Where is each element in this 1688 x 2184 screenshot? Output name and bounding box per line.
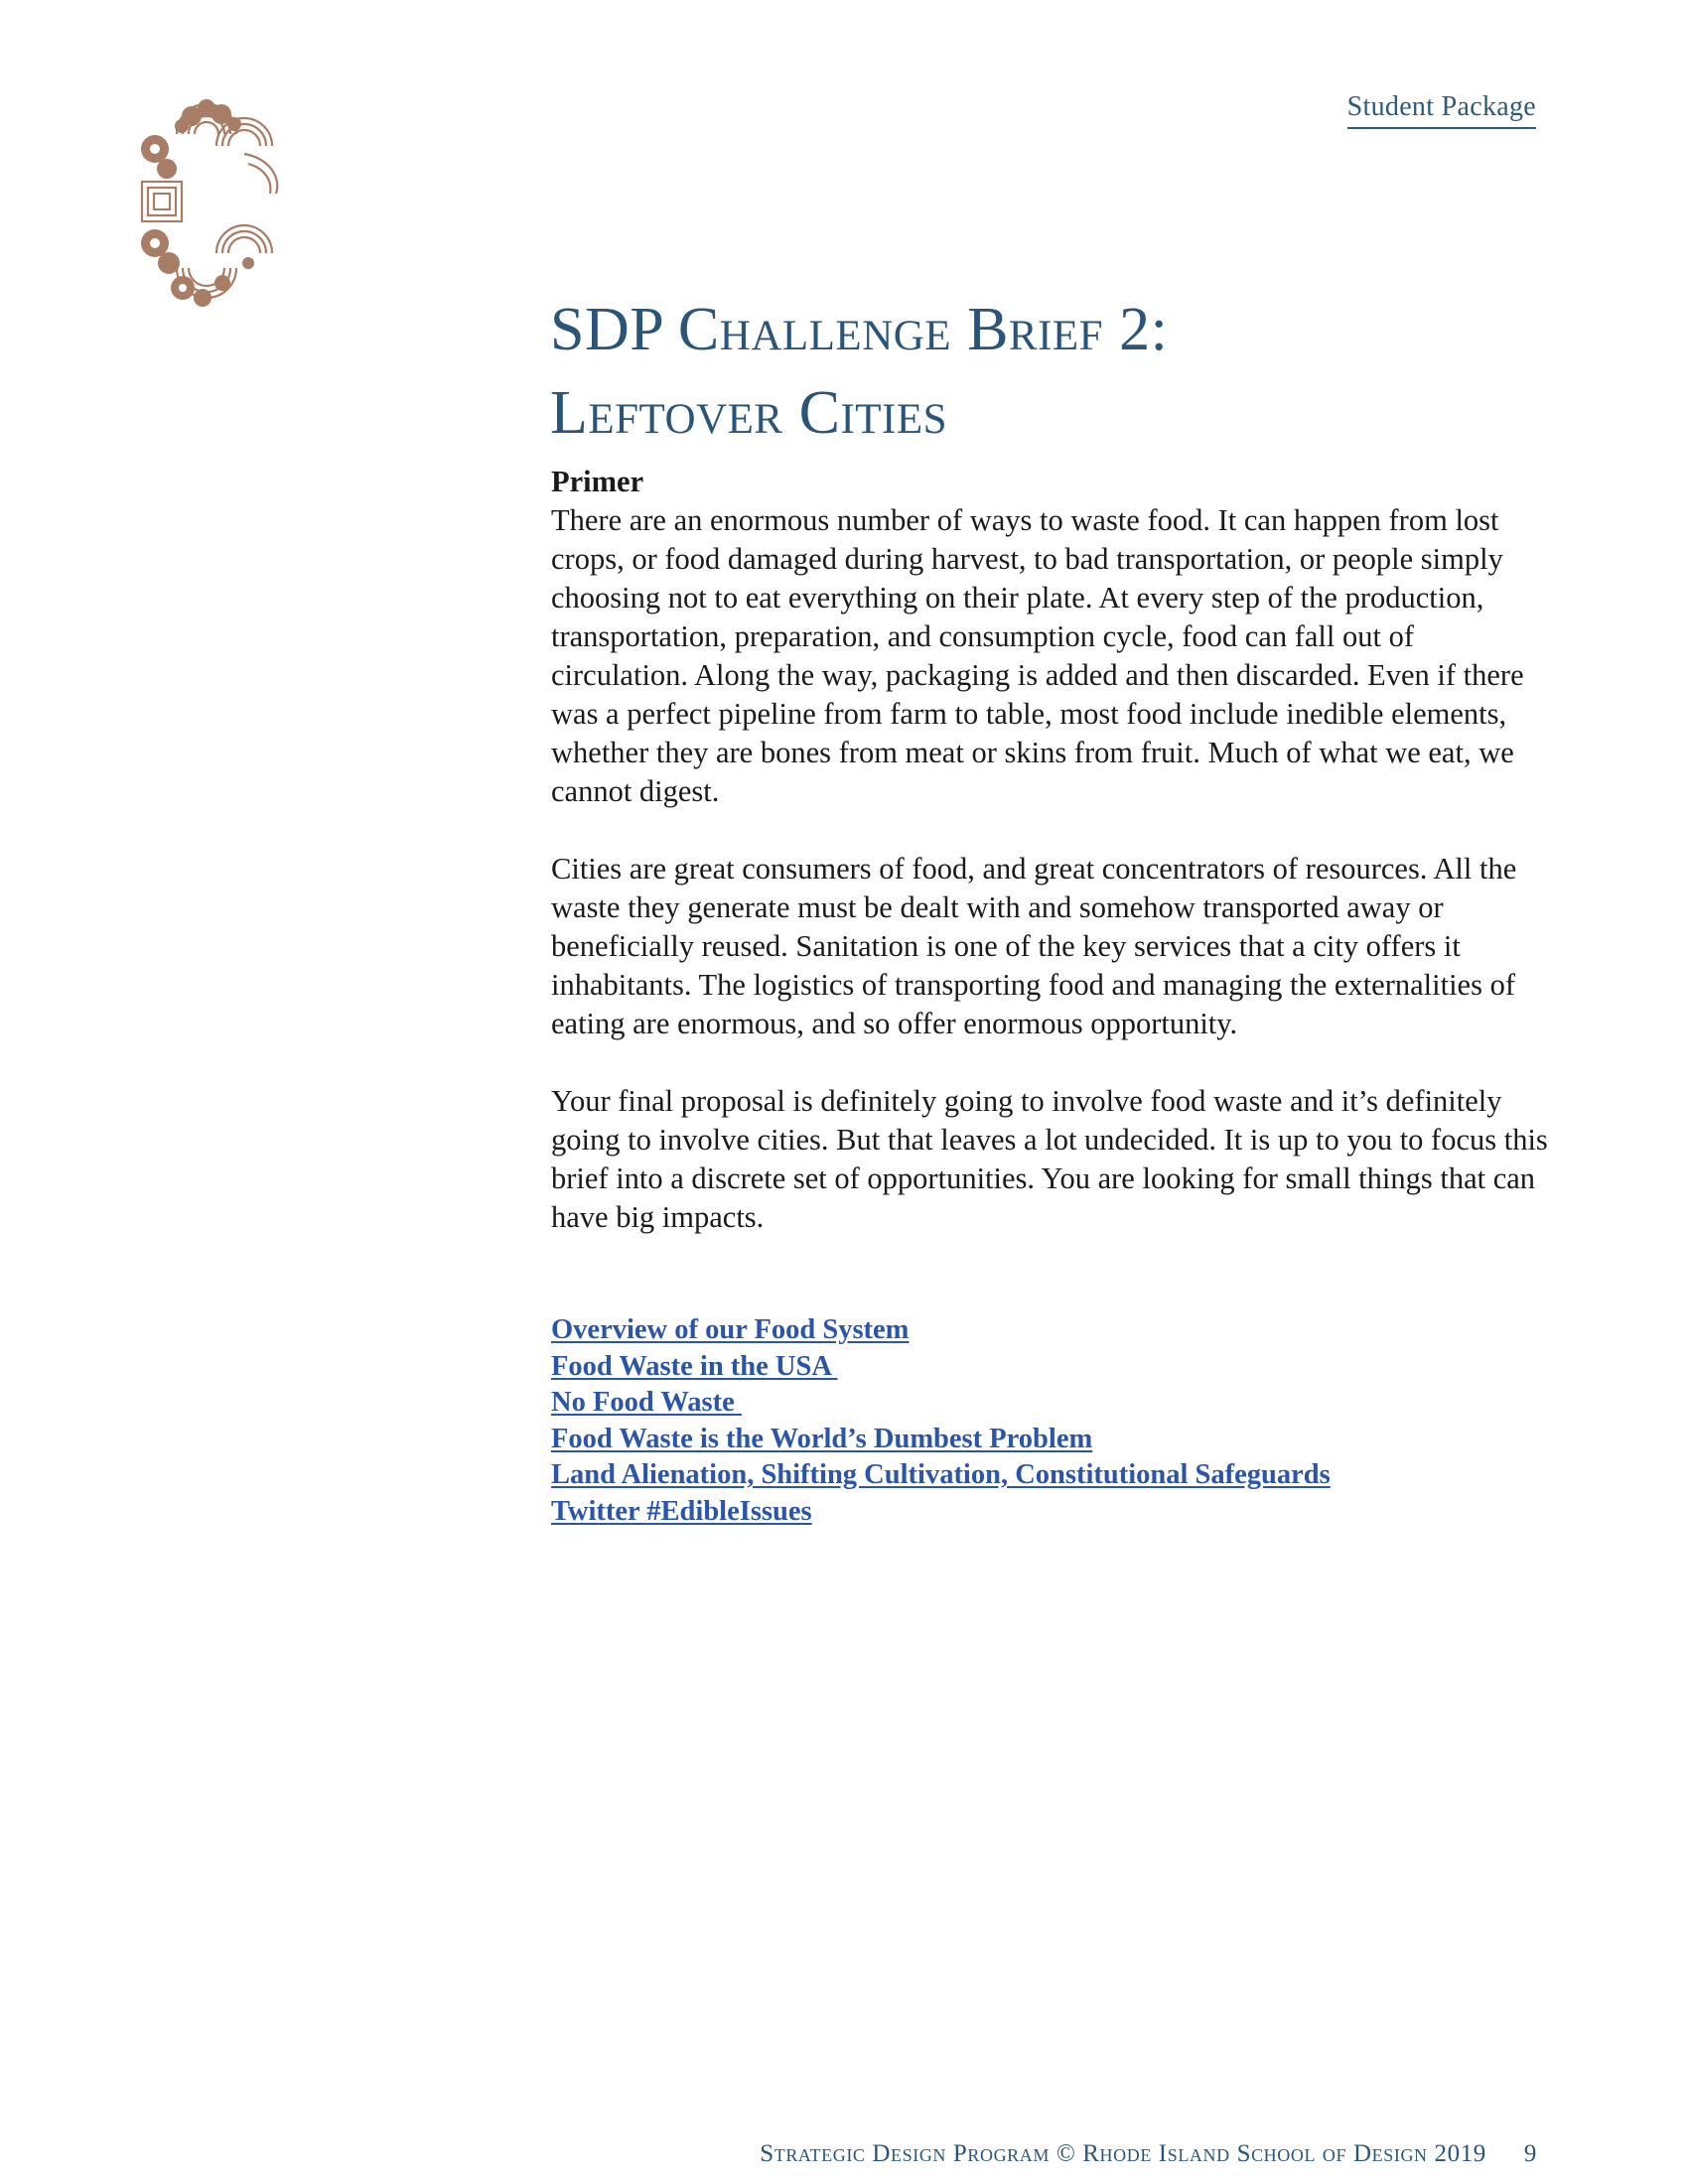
link-overview-food-system[interactable]: Overview of our Food System <box>551 1314 910 1345</box>
link-no-food-waste[interactable]: No Food Waste <box>551 1387 742 1418</box>
page-title <box>550 288 1543 455</box>
link-land-alienation[interactable]: Land Alienation, Shifting Cultivation, Constitutional Safeguards <box>551 1459 1331 1490</box>
primer-section <box>551 463 1554 1276</box>
page-title-line-2: Leftover Cities <box>550 379 948 447</box>
footer <box>760 2140 1537 2168</box>
footer-text: Strategic Design Program © Rhode Island School of Design 2019 <box>760 2140 1486 2167</box>
primer-paragraph-2: Cities are great consumers of food, and great concentrators of resources. All the waste they generate must be dealt with and somehow transported away or beneficially reused. Sanitation is one of the key services that a city offers it inhabitants. The logistics of transporting food and managing the externalities of eating are enormous, and so offer enormous opportunity. <box>551 852 1517 1040</box>
link-twitter-edible-issues[interactable]: Twitter #EdibleIssues <box>551 1495 812 1527</box>
link-dumbest-problem[interactable]: Food Waste is the World’s Dumbest Problem <box>551 1423 1093 1454</box>
primer-paragraph-1: There are an enormous number of ways to waste food. It can happen from lost crops, or food damaged during harvest, to bad transportation, or people simply choosing not to eat everything on their plate. At every step of the production, transportation, preparation, and consumption cycle, food can fall out of circulation. Along the way, packaging is added and then discarded. Even if there was a perfect pipeline from farm to table, most food include inedible elements, whether they are bones from meat or skins from fruit. Much of what we eat, we cannot digest. <box>551 503 1524 808</box>
leaf-and-gear-c-logo-icon <box>137 94 286 308</box>
link-food-waste-usa[interactable]: Food Waste in the USA <box>551 1350 838 1382</box>
resource-links <box>551 1312 1331 1530</box>
primer-heading: Primer <box>551 465 644 498</box>
primer-paragraph-3: Your final proposal is definitely going to involve food waste and it’s definitely going to involve cities. But that leaves a lot undecided. It is up to you to focus this brief into a discrete set of opportunities. You are looking for small things that can have big impacts. <box>551 1084 1548 1234</box>
page-number: 9 <box>1523 2140 1537 2167</box>
header-label: Student Package <box>1347 91 1536 129</box>
page-title-line-1: SDP Challenge Brief 2: <box>550 296 1169 363</box>
